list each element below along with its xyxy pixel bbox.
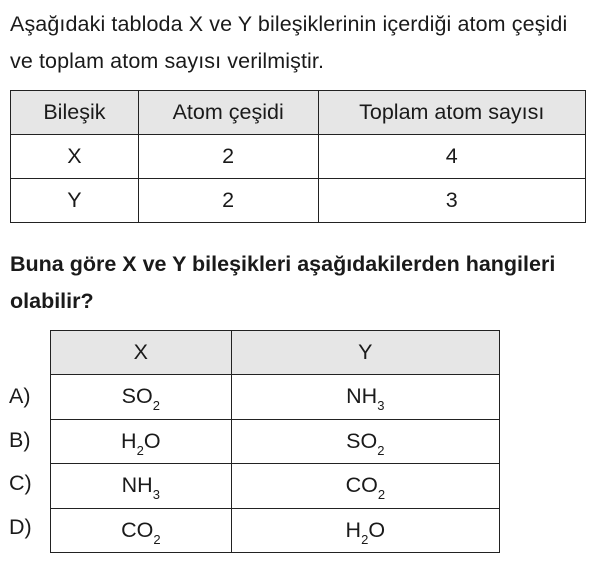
atom-type-cell: 2 bbox=[138, 179, 318, 223]
formula-cell-y: $NH_3$ bbox=[231, 375, 499, 420]
header-compound: Bileşik bbox=[11, 91, 139, 135]
table-row bbox=[11, 135, 586, 179]
option-row-b[interactable] bbox=[51, 419, 500, 464]
info-table-header-row bbox=[11, 91, 586, 135]
table-row bbox=[11, 179, 586, 223]
atom-type-cell: 2 bbox=[138, 135, 318, 179]
question-text: Buna göre X ve Y bileşikleri aşağıdakilerden hangileri olabilir? bbox=[10, 252, 556, 313]
header-y: Y bbox=[231, 331, 499, 375]
compound-cell: X bbox=[11, 135, 139, 179]
total-atoms-cell: 4 bbox=[318, 135, 586, 179]
formula-cell-x: $H_2O$ bbox=[51, 419, 232, 464]
formula-cell-x: $CO_2$ bbox=[51, 508, 232, 553]
formula-cell-x: $SO_2$ bbox=[51, 375, 232, 420]
total-atoms-cell: 3 bbox=[318, 179, 586, 223]
header-total-atoms: Toplam atom sayısı bbox=[318, 91, 586, 135]
options-table bbox=[50, 330, 500, 553]
formula-cell-y: $SO_2$ bbox=[231, 419, 499, 464]
header-x: X bbox=[51, 331, 232, 375]
formula-cell-y: $H_2O$ bbox=[231, 508, 499, 553]
option-a-label[interactable]: A) bbox=[9, 384, 31, 408]
formula-cell-y: $CO_2$ bbox=[231, 464, 499, 509]
option-row-a[interactable] bbox=[51, 375, 500, 420]
option-row-d[interactable] bbox=[51, 508, 500, 553]
option-b-label[interactable]: B) bbox=[9, 428, 31, 452]
header-atom-type: Atom çeşidi bbox=[138, 91, 318, 135]
formula-cell-x: $NH_3$ bbox=[51, 464, 232, 509]
option-c-label[interactable]: C) bbox=[9, 471, 32, 495]
intro-text: Aşağıdaki tabloda X ve Y bileşiklerinin içerdiği atom çeşidi ve toplam atom sayısı verilmiştir. bbox=[10, 12, 568, 73]
option-d-label[interactable]: D) bbox=[9, 515, 32, 539]
compound-cell: Y bbox=[11, 179, 139, 223]
option-row-c[interactable] bbox=[51, 464, 500, 509]
info-table bbox=[10, 90, 586, 223]
options-table-header-row bbox=[51, 331, 500, 375]
